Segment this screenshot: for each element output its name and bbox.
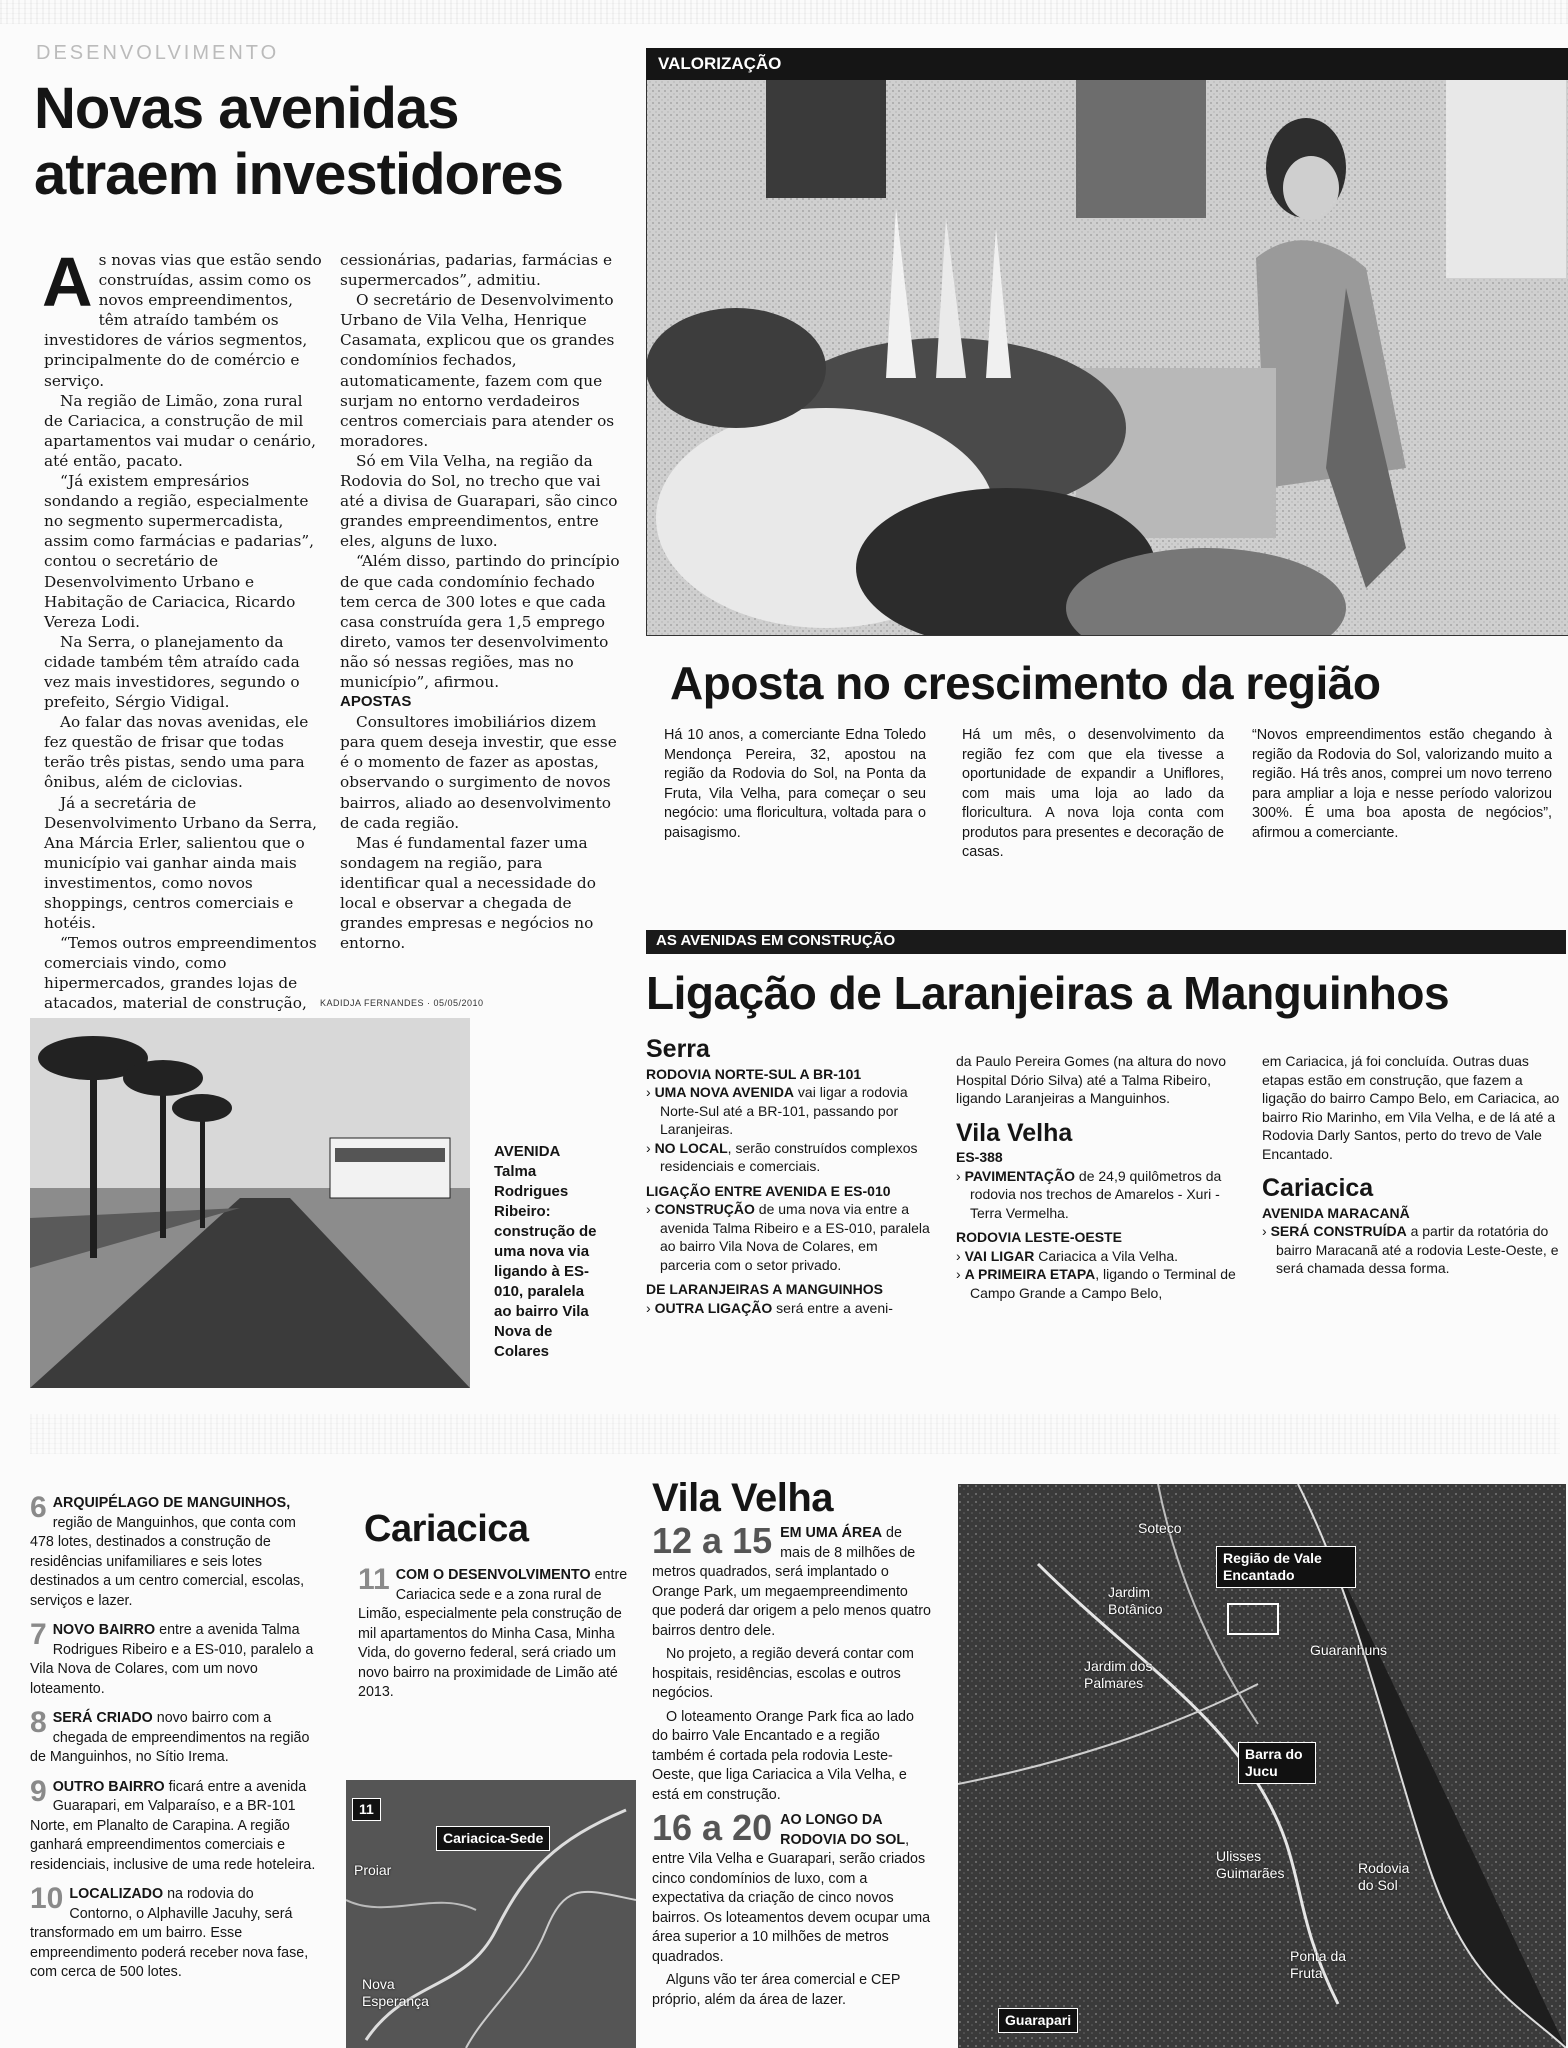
map-place-proiar: Proiar — [354, 1862, 392, 1878]
item-highlight: ARQUIPÉLAGO DE MANGUINHOS, — [52, 1495, 291, 1511]
map-place-jardim-botanico: Jardim Botânico — [1108, 1584, 1163, 1617]
bullet-text: de 24,9 quilômetros da rodovia nos trechos de Amarelos - Xuri - Terra Vermelha. — [970, 1167, 1222, 1221]
continuation-text: em Cariacica, já foi concluída. Outras duas etapas estão em construção, que fazem a ligação do bairro Campo Belo, em Cariacica, ao bairro Rio Marinho, em Vila Velha, e de lá até a Rodovia Darly Santos, perto do trevo de Vale Encantado. — [1262, 1053, 1560, 1162]
lead-paragraph: Na região de Limão, zona rural de Cariacica, a construção de mil apartamentos vai mudar o cenário, até então, pacato. — [44, 391, 316, 470]
road-label: LIGAÇÃO ENTRE AVENIDA E ES-010 — [646, 1182, 891, 1199]
item-highlight: EM UMA ÁREA — [780, 1525, 883, 1541]
section-tag-valorizacao: VALORIZAÇÃO — [646, 48, 1568, 80]
bullet-highlight: CONSTRUÇÃO — [654, 1201, 755, 1217]
vila-velha-heading: Vila Velha — [652, 1476, 834, 1520]
cariacica-map — [346, 1780, 636, 2048]
road-bullet: › A PRIMEIRA ETAPA, ligando o Terminal de Campo Grande a Campo Belo, — [956, 1266, 1236, 1301]
road-label: RODOVIA NORTE-SUL A BR-101 — [646, 1065, 862, 1082]
avenidas-column-3 — [1262, 1052, 1562, 1278]
map-badge: 11 — [352, 1798, 381, 1821]
section-kicker: DESENVOLVIMENTO — [36, 42, 280, 64]
photo-credit: KADIDJA FERNANDES · 05/05/2010 — [320, 998, 484, 1008]
aposta-column-3: “Novos empreendimentos estão chegando à região da Rodovia do Sol, valorizando muito a região. Há três anos, comprei um novo terreno para ampliar a loja e nesse período valorizou 300%. É uma boa aposta de negócios”, afirmou a comerciante. — [1252, 727, 1552, 841]
avenidas-column-1 — [646, 1035, 932, 1317]
item-number: 16 a 20 — [652, 1807, 773, 1848]
lead-column-1 — [42, 243, 326, 1034]
item-number: 9 — [30, 1774, 47, 1808]
lead-paragraph: Já a secretária de Desenvolvimento Urbano da Serra, Ana Márcia Erler, salientou que o município vai ganhar ainda mais investimentos, como novos shoppings, centros comerciais e hotéis. — [44, 793, 317, 933]
lead-paragraph: Na Serra, o planejamento da cidade também têm atraído cada vez mais investidores, segundo o prefeito, Sérgio Vidigal. — [44, 632, 300, 712]
lead-paragraph: O secretário de Desenvolvimento Urbano de Vila Velha, Henrique Casamata, explicou que os grandes condomínios fechados, automaticamente, fazem com que surjam no entorno verdadeiros centros comerciais para atender os moradores. — [340, 291, 615, 450]
paragraph: No projeto, a região deverá contar com hospitais, residências, escolas e outros negócios. — [652, 1646, 914, 1701]
lead-paragraph: Ao falar das novas avenidas, ele fez questão de frisar que todas terão três pistas, sendo uma para ônibus, além de ciclovias. — [44, 713, 309, 792]
item-highlight: SERÁ CRIADO — [52, 1710, 153, 1726]
loteamento-item — [30, 1882, 320, 1983]
cariacica-text — [358, 1563, 628, 1703]
lead-paragraph: Só em Vila Velha, na região da Rodovia do Sol, no trecho que vai até a divisa de Guarapari, são cinco grandes empreendimentos, entre eles, alguns de luxo. — [340, 451, 618, 551]
subhead-apostas: APOSTAS — [340, 693, 412, 711]
item-number: 10 — [30, 1882, 64, 1915]
map-place-soteco: Soteco — [1138, 1520, 1182, 1536]
bullet-text: de uma nova via entre a avenida Talma Ribeiro e a ES-010, paralela ao bairro Vila Nova de Colares, em parceria com o setor privado. — [660, 1201, 930, 1273]
item-text: , entre Vila Velha e Guarapari, serão criados cinco condomínios de luxo, com a expectativa da criação de cinco novos bairros. Os loteamentos devem ocupar uma área superior a 10 milhões de metros quadrados. — [652, 1831, 931, 1965]
ligacao-headline: Ligação de Laranjeiras a Manguinhos — [646, 967, 1450, 1019]
road-bullet: › NO LOCAL, serão construídos complexos residenciais e comerciais. — [646, 1139, 918, 1174]
item-number: 7 — [30, 1618, 47, 1651]
lead-paragraph: Mas é fundamental fazer uma sondagem na região, para identificar qual a necessidade do local e observar a chegada de grandes empresas e negócios no entorno. — [340, 833, 596, 953]
road-label: AVENIDA MARACANÃ — [1262, 1204, 1410, 1221]
item-number: 12 a 15 — [652, 1520, 773, 1561]
road-label: DE LARANJEIRAS A MANGUINHOS — [646, 1281, 883, 1297]
bullet-text: , serão construídos complexos residenciais e comerciais. — [660, 1139, 918, 1174]
scan-noise-top — [0, 0, 1568, 24]
road-bullet: › CONSTRUÇÃO de uma nova via entre a avenida Talma Ribeiro e a ES-010, paralela ao bairro Vila Nova de Colares, em parceria com o setor privado. — [646, 1201, 930, 1273]
lead-paragraph: cessionárias, padarias, farmácias e supermercados”, admitiu. — [340, 251, 613, 290]
road-photo — [30, 1018, 470, 1388]
headline-line2: atraem investidores — [34, 142, 564, 207]
road-label: RODOVIA LESTE-OESTE — [956, 1229, 1122, 1245]
caption-text: Talma Rodrigues Ribeiro: construção de uma nova via ligando à ES-010, paralela ao bairro Vila Nova de Colares — [494, 1163, 597, 1360]
bullet-text: , ligando o Terminal de Campo Grande a Campo Belo, — [970, 1266, 1236, 1301]
main-headline — [34, 76, 644, 208]
region-heading-vila-velha: Vila Velha — [956, 1118, 1073, 1147]
vila-velha-map — [958, 1484, 1566, 2048]
map-place-guaranhuns: Guaranhuns — [1310, 1642, 1388, 1658]
item-text: na rodovia do Contorno, o Alphaville Jacuhy, será transformado em um bairro. Esse empreendimento poderá receber nova fase, com cerca de 500 lotes. — [30, 1886, 309, 1980]
map-place-rodovia-do-sol: Rodovia do Sol — [1358, 1860, 1410, 1893]
region-heading-serra: Serra — [646, 1035, 710, 1063]
item-text: ficará entre a avenida Guarapari, em Valparaíso, e a BR-101 Norte, em Planalto de Carapina. A região ganhará empreendimentos comerciais e residenciais, inclusive de uma rede hoteleira. — [30, 1778, 316, 1873]
lead-paragraph: “Já existem empresários sondando a região, especialmente no segmento supermercadista, assim como farmácias e padarias”, contou o secretário de Desenvolvimento Urbano e Habitação de Cariacica, Ricardo Vereza Lodi. — [44, 472, 315, 631]
bullet-highlight: NO LOCAL — [654, 1139, 728, 1156]
map-label-vale-encantado: Região de Vale Encantado — [1216, 1546, 1356, 1588]
item-text: região de Manguinhos, que conta com 478 lotes, destinados a construção de residências unifamiliares e seis lotes destinados a um centro comercial, escolas, serviços e lazer. — [30, 1514, 305, 1609]
region-heading-cariacica: Cariacica — [1262, 1174, 1374, 1202]
item-highlight: OUTRO BAIRRO — [52, 1778, 165, 1795]
lead-paragraph: “Além disso, partindo do princípio de que cada condomínio fechado tem cerca de 300 lotes e que cada casa construída gera 1,5 emprego direto, vamos ter desenvolvimento não só nessas regiões, mas no município”, afirmou. — [340, 552, 620, 691]
map-place-ponta-da-fruta: Ponta da Fruta — [1290, 1948, 1347, 1981]
cariacica-heading: Cariacica — [364, 1508, 529, 1550]
florist-photo-illustration — [646, 48, 1568, 636]
bullet-highlight: A PRIMEIRA ETAPA — [964, 1266, 1096, 1282]
caption-label: AVENIDA — [494, 1143, 561, 1160]
paragraph: O loteamento Orange Park fica ao lado do bairro Vale Encantado e a região também é cortada pela rodovia Leste-Oeste, que liga Cariacica a Vila Velha, e está em construção. — [652, 1708, 914, 1803]
road-bullet: › VAI LIGAR Cariacica a Vila Velha. — [956, 1247, 1179, 1264]
aposta-column-1: Há 10 anos, a comerciante Edna Toledo Mendonça Pereira, 32, apostou na região da Rodovia do Sol, na Ponta da Fruta, Vila Velha, para começar o seu negócio: uma floricultura, voltada para o paisagismo. — [664, 727, 926, 841]
item-highlight: LOCALIZADO — [69, 1886, 164, 1902]
item-number: 11 — [358, 1563, 390, 1596]
bullet-highlight: UMA NOVA AVENIDA — [654, 1084, 795, 1100]
aposta-column-2: Há um mês, o desenvolvimento da região fez com que ela tivesse a oportunidade de expandir a Uniflores, com mais uma loja ao lado da floricultura. A nova loja conta com produtos para presentes e decoração de casas. — [962, 727, 1224, 860]
road-label: ES-388 — [956, 1149, 1003, 1165]
loteamento-item — [30, 1774, 320, 1876]
loteamento-item — [652, 1807, 932, 1967]
bullet-highlight: PAVIMENTAÇÃO — [964, 1167, 1076, 1184]
lead-paragraph: s novas vias que estão sendo construídas, assim como os novos empreendimentos, têm atraído também os investidores de vários segmentos, principalmente do de comércio e serviço. — [44, 251, 322, 390]
bullet-text: será entre a aveni- — [772, 1299, 893, 1316]
bullet-text: Cariacica a Vila Velha. — [1034, 1247, 1179, 1264]
section-band-label: AS AVENIDAS EM CONSTRUÇÃO — [656, 932, 896, 949]
bullet-text: a partir da rotatória do bairro Maracanã até a rodovia Leste-Oeste, e será chamada dessa forma. — [1276, 1223, 1559, 1276]
paragraph: Alguns vão ter área comercial e CEP próprio, além da área de lazer. — [652, 1972, 901, 2008]
map-label-barra-do-jucu: Barra do Jucu — [1238, 1742, 1316, 1784]
loteamento-item — [30, 1491, 320, 1611]
map-place-nova-esperanca: Nova Esperança — [362, 1976, 429, 2009]
map-place-jardim-dos-palmares: Jardim dos Palmares — [1084, 1658, 1153, 1691]
item-text: de mais de 8 milhões de metros quadrados, será implantado o Orange Park, um megaempreendimento que poderá dar origem a pelo menos quatro bairros dentro dele. — [652, 1525, 931, 1639]
aposta-headline: Aposta no crescimento da região — [670, 657, 1381, 709]
item-number: 6 — [30, 1491, 47, 1524]
scan-noise-divider — [30, 1414, 1560, 1454]
road-bullet: › OUTRA LIGAÇÃO será entre a aveni- — [646, 1299, 893, 1316]
item-text: entre a avenida Talma Rodrigues Ribeiro e a ES-010, paralelo a Vila Nova de Colares, com um novo loteamento. — [30, 1622, 314, 1697]
drop-cap: A — [42, 243, 93, 321]
road-bullet: › UMA NOVA AVENIDA vai ligar a rodovia Norte-Sul até a BR-101, passando por Laranjeiras. — [646, 1084, 908, 1137]
item-number: 8 — [30, 1706, 47, 1739]
map-label-cariacica-sede: Cariacica-Sede — [436, 1826, 550, 1851]
map-place-ulisses-guimaraes: Ulisses Guimarães — [1216, 1848, 1285, 1881]
bullet-highlight: VAI LIGAR — [964, 1247, 1035, 1264]
map-label-guarapari: Guarapari — [998, 2008, 1078, 2033]
headline-line1: Novas avenidas — [34, 76, 459, 141]
road-photo-illustration — [30, 1018, 470, 1388]
item-highlight: COM O DESENVOLVIMENTO — [395, 1567, 591, 1583]
item-text: entre Cariacica sede e a zona rural de Limão, especialmente pela construção de mil apartamentos do Minha Casa, Minha Vida, do governo federal, será criado um novo bairro na proximidade de Limão até 2013. — [358, 1567, 628, 1700]
vila-velha-text — [652, 1520, 932, 2010]
lead-paragraph: Consultores imobiliários dizem para quem deseja investir, que esse é o momento de fazer as apostas, observando o surgimento de novos bairros, aliado ao desenvolvimento de cada região. — [340, 713, 617, 832]
lead-paragraph: “Temos outros empreendimentos comerciais vindo, como hipermercados, grandes lojas de atacados, material de construção, — [44, 934, 317, 1013]
loteamento-item — [30, 1618, 320, 1699]
avenidas-column-2 — [956, 1052, 1238, 1302]
loteamentos-column-1 — [30, 1491, 320, 1993]
road-bullet: › PAVIMENTAÇÃO de 24,9 quilômetros da rodovia nos trechos de Amarelos - Xuri - Terra Vermelha. — [956, 1167, 1222, 1221]
bullet-highlight: SERÁ CONSTRUÍDA — [1270, 1223, 1407, 1239]
bullet-text: vai ligar a rodovia Norte-Sul até a BR-101, passando por Laranjeiras. — [660, 1084, 908, 1137]
florist-photo — [646, 48, 1568, 636]
continuation-text: da Paulo Pereira Gomes (na altura do novo Hospital Dório Silva) até a Talma Ribeiro, ligando Laranjeiras a Manguinhos. — [956, 1053, 1227, 1106]
loteamento-item — [652, 1520, 932, 1641]
item-highlight: NOVO BAIRRO — [52, 1622, 156, 1638]
loteamento-item — [30, 1706, 320, 1768]
lead-column-2 — [340, 250, 622, 953]
road-bullet: › SERÁ CONSTRUÍDA a partir da rotatória do bairro Maracanã até a rodovia Leste-Oeste, e será chamada dessa forma. — [1262, 1223, 1559, 1276]
item-highlight: AO LONGO DA RODOVIA DO SOL — [780, 1812, 906, 1848]
item-text: novo bairro com a chegada de empreendimentos na região de Manguinhos, no Sítio Irema. — [30, 1710, 310, 1765]
bullet-highlight: OUTRA LIGAÇÃO — [654, 1299, 773, 1316]
road-photo-caption — [494, 1142, 604, 1362]
